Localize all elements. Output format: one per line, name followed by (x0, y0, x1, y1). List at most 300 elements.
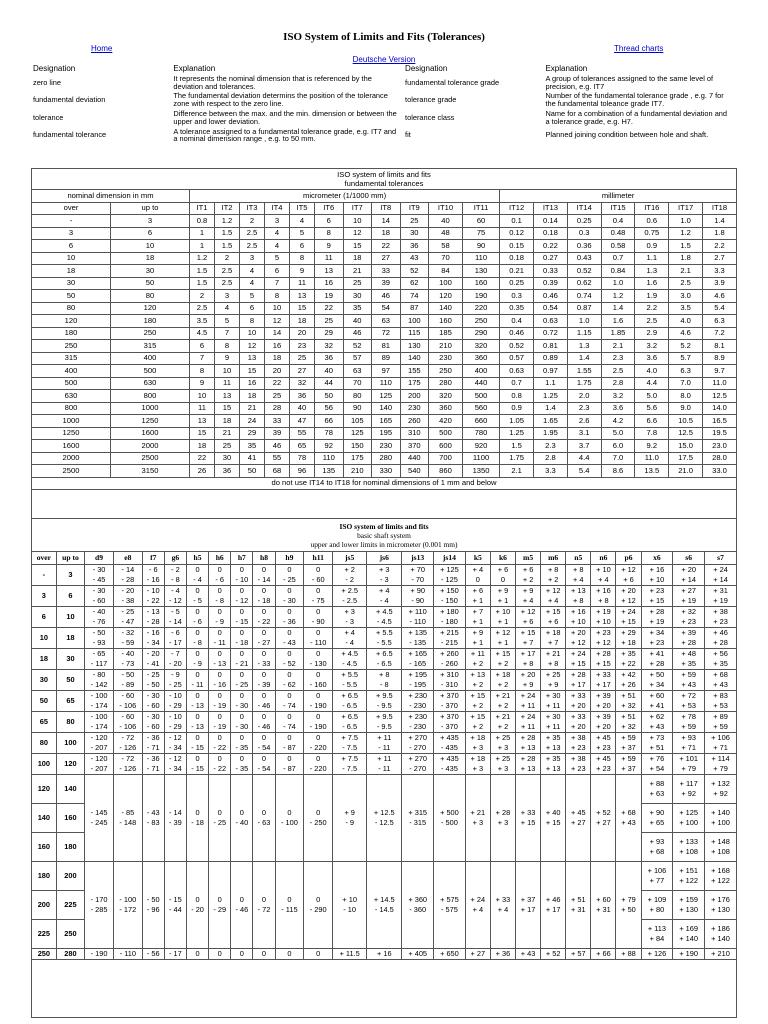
limit-cell: 0 (209, 949, 231, 960)
lower-limit: - 174 (90, 701, 108, 710)
lower-limit: - 29 (213, 905, 227, 914)
limit-cell (231, 733, 253, 754)
lower-limit: - 33 (257, 659, 271, 668)
tolerance-cell: 1.6 (635, 277, 669, 290)
limit-cell (142, 691, 164, 712)
limit-cell (591, 628, 616, 649)
tolerance-cell: 0.39 (534, 277, 568, 290)
upper-limit: + 159 (679, 895, 699, 904)
tolerance-cell: 3.9 (703, 277, 737, 290)
limit-cell (164, 862, 186, 949)
tolerance-cell: 46 (265, 440, 290, 453)
lower-limit: + 13 (545, 764, 561, 773)
tolerance-cell: 320 (462, 340, 499, 353)
up-to-cell: 2500 (111, 452, 190, 465)
limit-cell (516, 691, 541, 712)
it-table-row (32, 277, 737, 290)
upper-limit: 0 (287, 754, 292, 763)
lower-limit: + 6 (522, 617, 534, 626)
limit-cell (367, 607, 402, 628)
upper-limit: - 72 (121, 754, 135, 763)
upper-limit: + 4.5 (341, 649, 358, 658)
limit-cell (333, 628, 367, 649)
lower-limit: + 22 (621, 659, 636, 668)
limit-cell (641, 670, 673, 691)
tolerance-cell: 0.25 (567, 215, 601, 228)
tolerance-cell: 0.12 (500, 227, 534, 240)
upper-limit: - 50 (146, 895, 160, 904)
limit-cell (402, 775, 434, 862)
up-to-cell: 50 (56, 670, 84, 691)
tolerance-cell: 2.5 (215, 277, 240, 290)
upper-limit: + 315 (408, 808, 428, 817)
upper-limit: + 4 (344, 628, 355, 637)
limit-cell (304, 565, 333, 586)
tolerance-cell: 6 (315, 215, 344, 228)
tolerance-cell: 280 (372, 452, 401, 465)
tolerance-cell: 1.75 (500, 452, 534, 465)
upper-limit: 0 (287, 586, 292, 595)
limit-cell: + 650 (434, 949, 466, 960)
limit-cell: + 126 (641, 949, 673, 960)
shaft-table-row (32, 649, 737, 670)
tolerance-cell: 0.6 (635, 215, 669, 228)
over-cell: 800 (32, 402, 111, 415)
tolerance-cell: 28.0 (703, 452, 737, 465)
up-to-cell: 100 (56, 733, 84, 754)
tolerance-cell: 100 (400, 315, 429, 328)
up-to-cell: 80 (111, 290, 190, 303)
lower-limit: - 9 (345, 818, 354, 827)
upper-limit: - 30 (92, 586, 106, 595)
upper-limit: + 230 (408, 712, 428, 721)
up-to-cell: 1250 (111, 415, 190, 428)
it-table-row (32, 315, 737, 328)
upper-limit: + 42 (621, 670, 636, 679)
up-to-header: up to (111, 202, 190, 215)
upper-limit: + 16 (596, 586, 611, 595)
limit-cell (275, 628, 304, 649)
upper-limit: - 14 (121, 565, 135, 574)
lower-limit: - 290 (309, 905, 327, 914)
tolerance-cell: 420 (429, 415, 463, 428)
tolerance-cell: 36 (400, 240, 429, 253)
over-cell: 2500 (32, 465, 111, 478)
tolerance-cell: 5 (290, 227, 315, 240)
upper-limit: 0 (287, 607, 292, 616)
lower-limit: + 15 (545, 818, 561, 827)
micrometer-header: micrometer (1/1000 mm) (190, 190, 500, 203)
lower-limit: - 5.5 (342, 680, 358, 689)
lower-limit: + 8 (598, 596, 609, 605)
lower-limit: + 2 (472, 722, 484, 731)
tolerance-cell: 2 (190, 290, 215, 303)
limit-cell (516, 862, 541, 949)
lower-limit: + 140 (711, 934, 730, 943)
limit-cell (490, 607, 515, 628)
lower-limit: + 100 (711, 818, 730, 827)
tolerance-cell: 185 (429, 327, 463, 340)
upper-limit: - 60 (121, 712, 135, 721)
deutsche-version-link[interactable]: Deutsche Version (352, 55, 416, 64)
tolerance-cell: 33 (265, 415, 290, 428)
tolerance-cell: 50 (240, 465, 265, 478)
lower-limit: + 19 (713, 596, 728, 605)
upper-limit: + 88 (649, 779, 665, 788)
tolerance-cell: 360 (429, 402, 463, 415)
upper-limit: + 93 (649, 837, 665, 846)
limit-cell (566, 607, 591, 628)
upper-limit: - 40 (92, 607, 106, 616)
limit-cell (333, 670, 367, 691)
lower-limit: + 27 (570, 818, 586, 827)
grade-header-it18: IT18 (703, 202, 737, 215)
tolerance-cell: 3.5 (669, 302, 703, 315)
upper-limit: + 2 (344, 565, 355, 574)
upper-limit: + 20 (621, 586, 636, 595)
over-cell: 50 (32, 691, 57, 712)
lower-limit: - 135 (409, 638, 427, 647)
term: fundamental deviation (33, 95, 106, 105)
lower-limit: + 11 (521, 701, 536, 710)
limit-cell (85, 712, 114, 733)
limit-cell (304, 691, 333, 712)
lower-limit: + 122 (679, 876, 699, 885)
limit-cell (541, 712, 566, 733)
upper-limit: - 43 (146, 808, 160, 817)
shaft-table-row (32, 565, 737, 586)
lower-limit: + 13 (520, 764, 536, 773)
limit-cell (516, 670, 541, 691)
upper-limit: + 7 (472, 607, 484, 616)
lower-limit: - 72 (257, 905, 271, 914)
limit-cell (367, 733, 402, 754)
limit-cell (113, 565, 142, 586)
home-link[interactable]: Home (91, 44, 113, 53)
explanation: The fundamental deviation determins the position of the tolerance zone with respect to the zero line. (173, 91, 388, 109)
limit-cell (304, 775, 333, 862)
upper-limit: + 18 (495, 670, 511, 679)
tolerance-cell: 210 (343, 465, 372, 478)
lower-limit: - 62 (283, 680, 296, 689)
upper-limit: - 6 (171, 628, 180, 637)
it-table-row (32, 390, 737, 403)
upper-limit: + 8 (573, 565, 584, 574)
upper-limit: + 9 (522, 586, 534, 595)
lower-limit: - 15 (235, 617, 249, 626)
upper-limit: - 100 (90, 712, 108, 721)
tolerance-cell: 1.55 (567, 365, 601, 378)
limit-cell (673, 628, 705, 649)
upper-limit: + 8 (547, 565, 559, 574)
limit-cell (187, 565, 209, 586)
upper-limit: - 145 (90, 808, 108, 817)
limit-cell (231, 691, 253, 712)
term: tolerance class (405, 112, 455, 122)
lower-limit: - 8 (171, 575, 180, 584)
upper-limit: + 186 (711, 924, 730, 933)
tolerance-cell: 7 (190, 352, 215, 365)
explanation: Name for a combination of a fundamental deviation and a tolerance grade, e.g. H7. (545, 108, 728, 126)
tolerance-cell: 35 (240, 440, 265, 453)
lower-limit: + 4 (497, 905, 509, 914)
upper-limit: + 30 (545, 712, 561, 721)
lower-limit: - 46 (235, 905, 249, 914)
tolerance-cell: 10 (190, 390, 215, 403)
tolerance-cell: 87 (400, 302, 429, 315)
upper-limit: - 65 (92, 649, 106, 658)
tolerance-cell: 89 (372, 352, 401, 365)
limit-cell: - 190 (85, 949, 114, 960)
limit-cell (253, 586, 275, 607)
tolerance-cell: 0.52 (500, 340, 534, 353)
upper-limit: - 32 (121, 628, 135, 637)
grade-header-it10: IT10 (429, 202, 463, 215)
lower-limit: + 1 (472, 596, 484, 605)
upper-limit: + 10 (596, 565, 611, 574)
lower-limit: - 6 (215, 575, 225, 584)
tolerance-cell: 130 (400, 340, 429, 353)
tolerance-cell: 75 (462, 227, 499, 240)
lower-limit: + 53 (713, 701, 728, 710)
limit-cell (333, 733, 367, 754)
lower-limit: - 125 (441, 575, 458, 584)
it-table-row (32, 265, 737, 278)
lower-limit: - 500 (441, 818, 458, 827)
upper-limit: 0 (217, 712, 222, 721)
lower-limit: + 3 (497, 764, 509, 773)
limit-cell (113, 862, 142, 949)
tolerance-cell: 16 (315, 277, 344, 290)
upper-limit: 0 (195, 733, 200, 742)
lower-limit: - 142 (90, 680, 108, 689)
upper-limit: - 30 (92, 565, 106, 574)
up-to-cell: 50 (111, 277, 190, 290)
limit-cell (566, 691, 591, 712)
grade-header-it15: IT15 (601, 202, 635, 215)
term: fundamental tolerance grade (405, 77, 500, 87)
up-to-cell: 3 (56, 565, 84, 586)
tolerance-cell: 125 (372, 390, 401, 403)
upper-limit: + 180 (440, 607, 459, 616)
tolerance-cell: 6.3 (669, 365, 703, 378)
tolerance-cell: 0.63 (500, 365, 534, 378)
tolerance-cell: 25 (400, 215, 429, 228)
limit-cell (465, 754, 490, 775)
tolerance-cell: 260 (400, 415, 429, 428)
lower-limit: - 52 (283, 659, 296, 668)
tolerance-cell: 0.87 (567, 302, 601, 315)
lower-limit: - 245 (90, 818, 108, 827)
lower-limit: - 207 (90, 764, 108, 773)
up-to-cell: 30 (111, 265, 190, 278)
over-cell: 6 (32, 240, 111, 253)
upper-limit: - 30 (146, 712, 160, 721)
upper-limit: 0 (316, 808, 321, 817)
tolerance-cell: 8 (265, 290, 290, 303)
over-cell: 315 (32, 352, 111, 365)
it-table-title (32, 169, 737, 190)
lower-limit: - 28 (121, 575, 135, 584)
limit-cell (85, 670, 114, 691)
tolerance-cell: 110 (372, 377, 401, 390)
limit-cell (402, 670, 434, 691)
upper-limit: + 38 (570, 733, 586, 742)
upper-limit: + 15 (545, 607, 561, 616)
limit-cell (402, 712, 434, 733)
limit-cell (85, 565, 114, 586)
upper-limit: - 100 (90, 691, 108, 700)
tolerance-cell: 0.54 (534, 302, 568, 315)
upper-limit: + 10 (495, 607, 511, 616)
tolerance-cell: 13.5 (635, 465, 669, 478)
limit-cell (566, 754, 591, 775)
upper-limit: 0 (217, 565, 222, 574)
lower-limit: - 28 (146, 617, 160, 626)
tolerance-cell: 1.2 (215, 215, 240, 228)
tolerance-cell: 0.46 (500, 327, 534, 340)
upper-limit: + 68 (621, 808, 636, 817)
term: fundamental tolerance (33, 130, 107, 140)
upper-limit: + 29 (621, 628, 636, 637)
tolerance-cell: 22 (190, 452, 215, 465)
tolerance-cell: 7 (265, 277, 290, 290)
tolerance-cell: 1.4 (703, 215, 737, 228)
shaft-table-row (32, 691, 737, 712)
tolerance-cell: 57 (343, 352, 372, 365)
limit-cell (641, 920, 673, 949)
lower-limit: + 2 (472, 701, 484, 710)
limit-cell (673, 733, 705, 754)
limit-cell: + 210 (705, 949, 737, 960)
tolerance-cell: 140 (429, 302, 463, 315)
tolerance-cell: 8 (215, 340, 240, 353)
upper-limit: + 6.5 (375, 649, 393, 658)
upper-limit: + 17 (520, 649, 536, 658)
limit-cell (187, 754, 209, 775)
limit-cell (465, 712, 490, 733)
lower-limit: - 16 (146, 575, 160, 584)
limit-cell (402, 691, 434, 712)
limit-cell (142, 712, 164, 733)
upper-limit: - 40 (121, 649, 135, 658)
limit-cell (85, 607, 114, 628)
upper-limit: - 16 (146, 628, 160, 637)
grade-header-it1: IT1 (190, 202, 215, 215)
limit-cell (367, 712, 402, 733)
limit-cell: 0 (187, 949, 209, 960)
tolerance-cell: 78 (315, 427, 344, 440)
lower-limit: + 65 (649, 818, 665, 827)
limit-cell (113, 670, 142, 691)
tolerance-cell: 0.27 (534, 252, 568, 265)
tolerance-cell: 11 (215, 377, 240, 390)
tolerance-cell: 10 (215, 365, 240, 378)
column-header: x6 (641, 552, 673, 565)
tolerance-cell: 1.1 (635, 252, 669, 265)
upper-limit: - 2 (171, 565, 180, 574)
up-to-cell: 630 (111, 377, 190, 390)
tolerance-cell: 78 (290, 452, 315, 465)
tolerance-cell: 1.4 (567, 352, 601, 365)
limit-cell (434, 775, 466, 862)
limit-cell (465, 565, 490, 586)
tolerance-cell: 48 (429, 227, 463, 240)
upper-limit: 0 (217, 754, 222, 763)
over-cell: - (32, 215, 111, 228)
up-to-cell: 180 (56, 833, 84, 862)
limit-cell (591, 586, 616, 607)
upper-limit: + 28 (649, 607, 665, 616)
limit-cell (541, 691, 566, 712)
upper-limit: + 33 (520, 808, 536, 817)
lower-limit: - 74 (283, 722, 296, 731)
millimeter-header: millimeter (500, 190, 737, 203)
limit-cell (367, 862, 402, 949)
tolerance-cell: 10 (265, 302, 290, 315)
upper-limit: - 80 (92, 670, 106, 679)
upper-limit: + 51 (621, 691, 636, 700)
lower-limit: + 20 (570, 701, 586, 710)
upper-limit: + 9.5 (375, 691, 393, 700)
tolerance-cell: 23.0 (703, 440, 737, 453)
upper-limit: 0 (287, 670, 292, 679)
upper-limit: + 39 (596, 691, 611, 700)
tolerance-cell: 1.95 (534, 427, 568, 440)
upper-limit: 0 (217, 628, 222, 637)
limit-cell (231, 607, 253, 628)
limit-cell (231, 670, 253, 691)
limit-cell (209, 754, 231, 775)
tolerance-cell: 2.1 (500, 465, 534, 478)
tolerance-cell: 21.0 (669, 465, 703, 478)
tolerance-cell: 81 (372, 340, 401, 353)
upper-limit: + 35 (621, 649, 636, 658)
tolerance-cell: 290 (462, 327, 499, 340)
column-header: m6 (541, 552, 566, 565)
limit-cell (164, 607, 186, 628)
tolerance-cell: 0.15 (500, 240, 534, 253)
lower-limit: + 12 (621, 596, 636, 605)
limit-cell (616, 754, 641, 775)
tolerance-cell: 3.3 (703, 265, 737, 278)
limit-cell (641, 607, 673, 628)
upper-limit: + 39 (596, 712, 611, 721)
grade-header-it17: IT17 (669, 202, 703, 215)
thread-charts-link[interactable]: Thread charts (614, 44, 664, 53)
upper-limit: + 11 (377, 733, 392, 742)
tolerance-cell: 9 (190, 377, 215, 390)
limit-cell (85, 754, 114, 775)
lower-limit: - 3 (379, 575, 389, 584)
lower-limit: + 71 (681, 743, 696, 752)
tolerance-cell: 40 (429, 215, 463, 228)
limit-cell (253, 670, 275, 691)
column-header: s6 (673, 552, 705, 565)
lower-limit: + 19 (649, 617, 665, 626)
lower-limit: + 68 (649, 847, 665, 856)
upper-limit: 0 (261, 649, 267, 658)
tolerance-cell: 40 (315, 365, 344, 378)
lower-limit: + 50 (621, 905, 636, 914)
lower-limit: - 117 (90, 659, 108, 668)
lower-limit: + 9 (522, 680, 534, 689)
tolerance-cell: 14 (372, 215, 401, 228)
tolerance-cell: 3 (265, 215, 290, 228)
tolerance-cell: 4.6 (669, 327, 703, 340)
tolerance-cell: 22 (315, 302, 344, 315)
tolerance-cell: 1.75 (567, 377, 601, 390)
